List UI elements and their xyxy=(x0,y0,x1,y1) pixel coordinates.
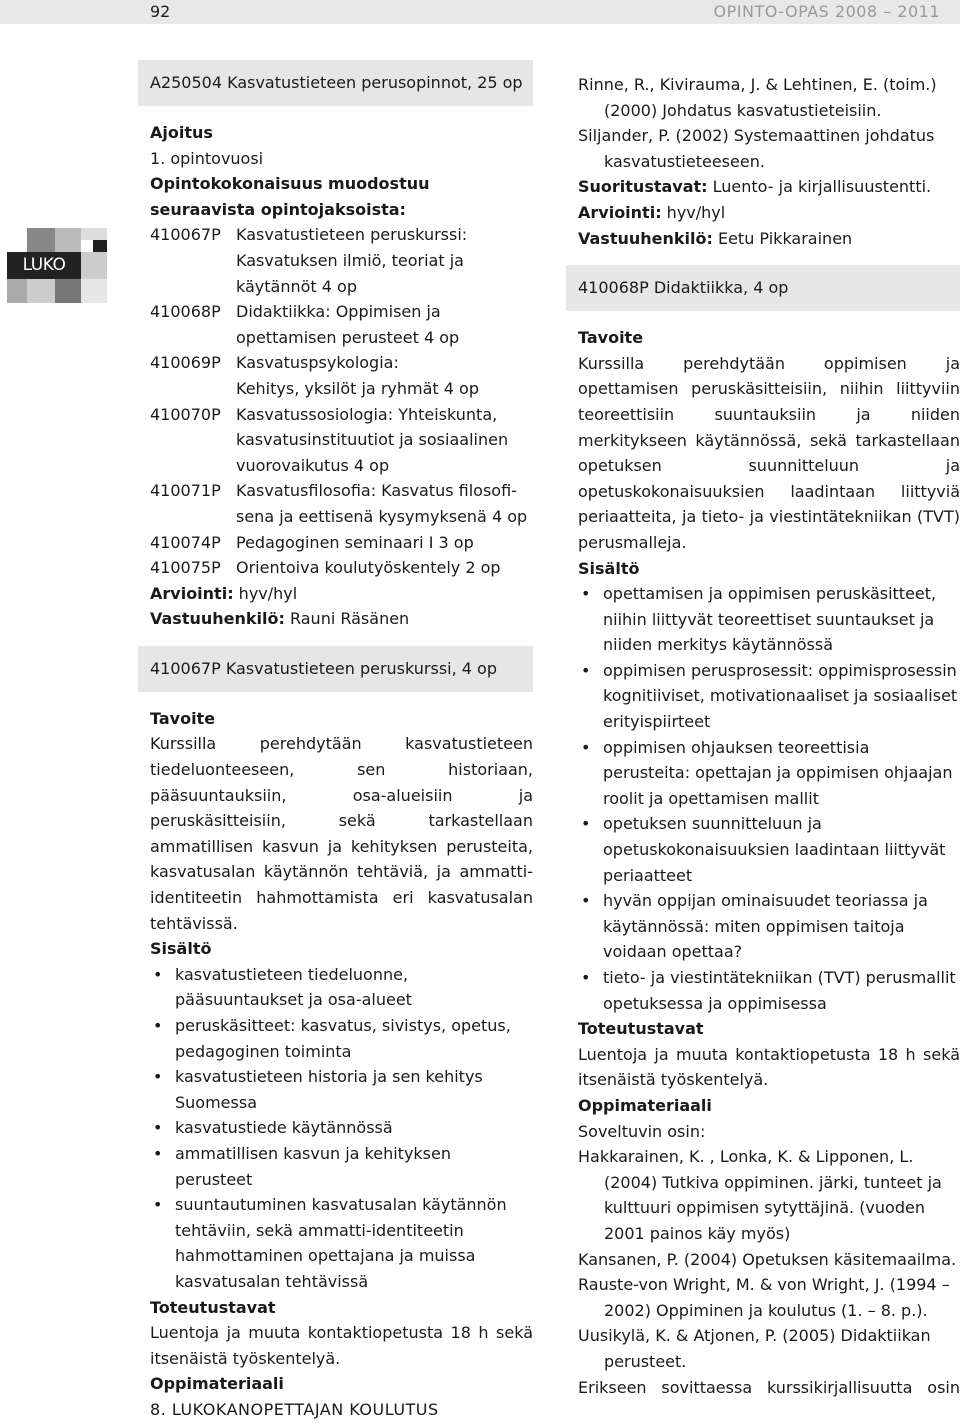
course-line: sena ja eettisenä kysymyksenä 4 op xyxy=(236,506,528,526)
logo-text: LUKO xyxy=(7,252,81,279)
course-line: Kasvatuspsykologia: xyxy=(236,353,399,373)
course-row xyxy=(150,402,533,479)
course-row xyxy=(150,530,533,556)
vastuu-label: Vastuuhenkilö: xyxy=(150,609,285,629)
course-row xyxy=(150,299,533,350)
course-code: 410069P xyxy=(150,353,221,373)
list-item: • opettamisen ja oppimisen peruskäsitteet, niihin liittyvät teoreettiset suuntaukset ja niiden merkitys käytännössä xyxy=(578,581,960,658)
reference: Rinne, R., Kivirauma, J. & Lehtinen, E. (toim.) (2000) Johdatus kasvatustieteisiin. xyxy=(578,75,937,120)
toteutus-heading: Toteutustavat xyxy=(578,1019,704,1039)
course-line: Kasvatustieteen peruskurssi: xyxy=(236,225,468,245)
oppimateriaali-heading: Oppimateriaali xyxy=(578,1095,712,1115)
list-item: • oppimisen ohjauksen teoreettisia perusteita: opettajan ja oppimisen ohjaajan roolit ja opettamisen mallit xyxy=(578,735,960,812)
oppimateriaali-heading: Oppimateriaali xyxy=(150,1374,284,1394)
footer-section-title: 8. LUKOKANOPETTAJAN KOULUTUS xyxy=(150,1400,439,1419)
sisalto-heading: Sisältö xyxy=(150,939,212,959)
course-line: kasvatusinstituutiot ja sosiaalinen xyxy=(236,430,509,450)
suoritus-label: Suoritustavat: xyxy=(578,177,708,197)
course-row xyxy=(150,478,533,529)
course-row xyxy=(150,555,533,581)
soveltuvin-text: Soveltuvin osin: xyxy=(578,1121,706,1141)
course-code: 410068P xyxy=(150,302,221,322)
ajoitus-value: 1. opintovuosi xyxy=(150,148,264,168)
vastuu-value: Rauni Räsänen xyxy=(284,609,410,629)
course-line: Orientoiva koulutyöskentely 2 op xyxy=(236,558,501,578)
course-line: Kehitys, yksilöt ja ryhmät 4 op xyxy=(236,378,479,398)
reference: Uusikylä, K. & Atjonen, P. (2005) Didaktiikan perusteet. xyxy=(578,1326,931,1371)
vastuu-value: Eetu Pikkarainen xyxy=(712,228,853,248)
course-code: 410070P xyxy=(150,404,221,424)
course-line: Kasvatusfilosofia: Kasvatus filosofi- xyxy=(236,481,517,501)
course-code: 410067P xyxy=(150,225,221,245)
course-line: käytännöt 4 op xyxy=(236,276,357,296)
tavoite-text: Kurssilla perehdytään kasvatustieteen tiedeluonteeseen, sen historiaan, pääsuuntauksiin, osa-alueisiin ja peruskäsitteisiin, sekä tarkastellaan ammatillisen kasvun ja kehityksen perusteita, kasvatusalan käytännön tehtäviä, ja ammatti-identiteetin hahmottamista eri kasvatusalan tehtävissä. xyxy=(150,734,533,933)
list-item: • tieto- ja viestintätekniikan (TVT) perusmallit opetuksessa ja oppimisessa xyxy=(578,965,960,1016)
course-line: Kasvatuksen ilmiö, teoriat ja xyxy=(236,250,464,270)
sisalto-list xyxy=(150,962,533,1295)
composition-heading-2: seuraavista opintojaksoista: xyxy=(150,199,406,219)
page-number: 92 xyxy=(150,2,171,21)
reference: Hakkarainen, K. , Lonka, K. & Lipponen, L. (2004) Tutkiva oppiminen. järki, tunteet ja kulttuuri oppimisen sytyttäjinä. (vuoden 2001 painos käy myös) xyxy=(578,1147,942,1243)
course-line: opettamisen perusteet 4 op xyxy=(236,327,460,347)
tavoite-heading: Tavoite xyxy=(578,328,644,348)
section-title-box: A250504 Kasvatustieteen perusopinnot, 25 op xyxy=(138,60,533,106)
arviointi-value: hyv/hyl xyxy=(233,583,298,603)
course-row xyxy=(150,222,533,299)
toteutus-text: Luentoja ja muuta kontaktiopetusta 18 h sekä itsenäistä työskentelyä. xyxy=(578,1044,960,1090)
list-item: • ammatillisen kasvun ja kehityksen perusteet xyxy=(150,1141,533,1192)
list-item: • opetuksen suunnitteluun ja opetuskokonaisuuksien laadintaan liittyvät periaatteet xyxy=(578,811,960,888)
arviointi-line xyxy=(150,581,533,607)
course-list xyxy=(150,222,533,580)
ajoitus-heading: Ajoitus xyxy=(150,123,213,142)
arviointi-label: Arviointi: xyxy=(578,202,662,222)
tavoite-text: Kurssilla perehdytään oppimisen ja opettamisen peruskäsitteisiin, niihin liittyviin teoreettisiin suuntauksiin ja niiden merkitykseen käytännössä, sekä tarkastellaan opetuksen suunnitteluun ja opetuskokonaisuuksien laadintaan liittyviä periaatteita, ja tieto- ja viestintätekniikan (TVT) perusmalleja. xyxy=(578,353,960,552)
list-item: • peruskäsitteet: kasvatus, sivistys, opetus, pedagoginen toiminta xyxy=(150,1013,533,1064)
arviointi-value: hyv/hyl xyxy=(661,202,726,222)
course-line: Pedagoginen seminaari I 3 op xyxy=(236,532,474,552)
last-line: Erikseen sovittaessa kurssikirjallisuutta osin xyxy=(578,1377,960,1397)
vastuu-label: Vastuuhenkilö: xyxy=(578,228,713,248)
arviointi-line xyxy=(578,200,960,226)
right-column xyxy=(566,60,960,1400)
course-code: 410074P xyxy=(150,532,221,552)
reference: Rauste-von Wright, M. & von Wright, J. (1994 – 2002) Oppiminen ja koulutus (1. – 8. p.). xyxy=(578,1275,950,1320)
suoritus-line xyxy=(578,174,960,200)
toteutus-heading: Toteutustavat xyxy=(150,1297,276,1317)
list-item: • hyvän oppijan ominaisuudet teoriassa ja käytännössä: miten oppimisen taitoja voidaan opettaa? xyxy=(578,888,960,965)
guide-title: OPINTO-OPAS 2008 – 2011 xyxy=(713,2,940,21)
course-line: vuorovaikutus 4 op xyxy=(236,455,390,475)
list-item: • oppimisen perusprosessit: oppimisprosessin kognitiiviset, motivationaaliset ja sosiaaliset erityispiirteet xyxy=(578,658,960,735)
luko-logo xyxy=(7,228,107,303)
suoritus-value: Luento- ja kirjallisuustentti. xyxy=(707,177,932,197)
vastuu-line xyxy=(578,226,960,252)
reference: Siljander, P. (2002) Systemaattinen johdatus kasvatustieteeseen. xyxy=(578,126,935,171)
toteutus-text: Luentoja ja muuta kontaktiopetusta 18 h sekä itsenäistä työskentelyä. xyxy=(150,1323,533,1368)
course-row xyxy=(150,350,533,401)
course-code: 410071P xyxy=(150,481,221,501)
sisalto-list xyxy=(578,581,960,1016)
composition-heading-1: Opintokokonaisuus muodostuu xyxy=(150,174,430,194)
list-item: • suuntautuminen kasvatusalan käytännön tehtäviin, sekä ammatti-identiteetin hahmottaminen opettajana ja muissa kasvatusalan tehtävissä xyxy=(150,1192,533,1294)
list-item: • kasvatustieteen historia ja sen kehitys Suomessa xyxy=(150,1064,533,1115)
left-column xyxy=(138,60,533,1397)
course-line: Kasvatussosiologia: Yhteiskunta, xyxy=(236,404,498,424)
reference: Kansanen, P. (2004) Opetuksen käsitemaailma. xyxy=(578,1249,957,1269)
top-bar xyxy=(0,0,960,24)
course-code: 410075P xyxy=(150,558,221,578)
arviointi-label: Arviointi: xyxy=(150,583,234,603)
sisalto-heading: Sisältö xyxy=(578,558,640,578)
course-title-box: 410068P Didaktiikka, 4 op xyxy=(566,265,960,311)
tavoite-heading: Tavoite xyxy=(150,708,216,728)
course-title-box: 410067P Kasvatustieteen peruskurssi, 4 op xyxy=(138,646,533,692)
course-line: Didaktiikka: Oppimisen ja xyxy=(236,302,441,322)
list-item: • kasvatustiede käytännössä xyxy=(150,1115,533,1141)
vastuu-line xyxy=(150,606,533,632)
list-item: • kasvatustieteen tiedeluonne, pääsuuntaukset ja osa-alueet xyxy=(150,962,533,1013)
